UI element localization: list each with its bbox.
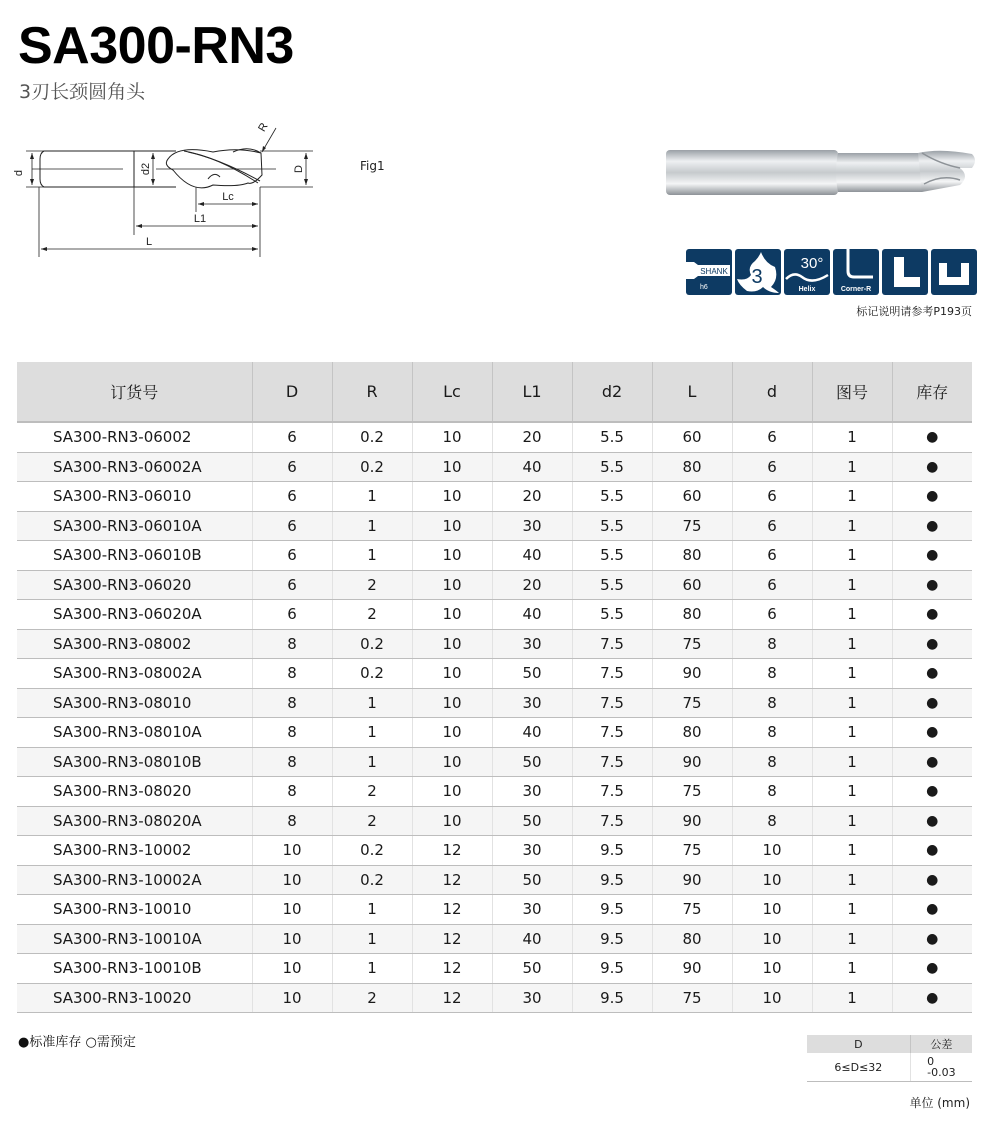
cell-figure-no: 1 (812, 688, 892, 718)
cell-order-number: SA300-RN3-06002 (17, 422, 252, 452)
cell-order-number: SA300-RN3-08010 (17, 688, 252, 718)
cell-figure-no: 1 (812, 452, 892, 482)
cell-L1: 30 (492, 777, 572, 807)
cell-Lc: 10 (412, 806, 492, 836)
cell-D: 8 (252, 659, 332, 689)
cell-L1: 30 (492, 688, 572, 718)
cell-d: 8 (732, 688, 812, 718)
cell-d2: 9.5 (572, 954, 652, 984)
cell-L: 60 (652, 422, 732, 452)
cell-figure-no: 1 (812, 482, 892, 512)
cell-D: 6 (252, 570, 332, 600)
cell-figure-no: 1 (812, 924, 892, 954)
cell-figure-no: 1 (812, 659, 892, 689)
cell-L: 90 (652, 659, 732, 689)
cell-Lc: 12 (412, 895, 492, 925)
cell-L: 75 (652, 777, 732, 807)
cell-R: 1 (332, 954, 412, 984)
cell-stock: ● (892, 482, 972, 512)
cell-D: 10 (252, 895, 332, 925)
cell-R: 2 (332, 806, 412, 836)
cell-order-number: SA300-RN3-06020 (17, 570, 252, 600)
table-row (17, 511, 972, 541)
cell-R: 1 (332, 482, 412, 512)
cell-L1: 40 (492, 600, 572, 630)
cell-Lc: 10 (412, 718, 492, 748)
cell-L: 75 (652, 688, 732, 718)
label-Lc: Lc (222, 191, 234, 203)
cell-d: 8 (732, 777, 812, 807)
cell-order-number: SA300-RN3-10010 (17, 895, 252, 925)
side-cutting-icon (882, 249, 928, 295)
cell-Lc: 10 (412, 541, 492, 571)
cell-order-number: SA300-RN3-06020A (17, 600, 252, 630)
cell-Lc: 10 (412, 688, 492, 718)
cell-d: 6 (732, 600, 812, 630)
col-header-stock: 库存 (892, 362, 972, 422)
cell-stock: ● (892, 659, 972, 689)
cell-L1: 20 (492, 422, 572, 452)
tolerance-lower: -0.03 (927, 1065, 956, 1079)
table-row (17, 806, 972, 836)
cell-d: 6 (732, 422, 812, 452)
icon-reference-note: 标记说明请参考P193页 (856, 305, 972, 318)
cell-order-number: SA300-RN3-10010A (17, 924, 252, 954)
cell-L: 80 (652, 600, 732, 630)
cell-d2: 5.5 (572, 600, 652, 630)
cell-d: 8 (732, 629, 812, 659)
cell-d: 6 (732, 570, 812, 600)
in-stock-symbol: ● (18, 1035, 30, 1050)
cell-L: 90 (652, 806, 732, 836)
cell-order-number: SA300-RN3-08010A (17, 718, 252, 748)
cell-order-number: SA300-RN3-08002A (17, 659, 252, 689)
cell-R: 1 (332, 895, 412, 925)
cell-d2: 9.5 (572, 924, 652, 954)
cell-L1: 50 (492, 865, 572, 895)
cell-D: 6 (252, 422, 332, 452)
cell-figure-no: 1 (812, 836, 892, 866)
unit-label: 单位 (mm) (909, 1096, 970, 1110)
cell-L: 90 (652, 865, 732, 895)
cell-figure-no: 1 (812, 629, 892, 659)
col-header-d2: d2 (572, 362, 652, 422)
table-row (17, 718, 972, 748)
cell-Lc: 10 (412, 452, 492, 482)
cell-order-number: SA300-RN3-08020 (17, 777, 252, 807)
cell-figure-no: 1 (812, 983, 892, 1013)
cell-D: 6 (252, 600, 332, 630)
cell-d: 6 (732, 541, 812, 571)
cell-order-number: SA300-RN3-10002A (17, 865, 252, 895)
cell-L1: 40 (492, 452, 572, 482)
cell-d: 8 (732, 747, 812, 777)
cell-R: 0.2 (332, 836, 412, 866)
cell-d: 6 (732, 482, 812, 512)
cell-L1: 30 (492, 983, 572, 1013)
cell-figure-no: 1 (812, 511, 892, 541)
cell-d2: 5.5 (572, 422, 652, 452)
table-row (17, 629, 972, 659)
cell-L1: 50 (492, 747, 572, 777)
tolerance-upper: 0 (927, 1054, 935, 1068)
cell-d2: 5.5 (572, 570, 652, 600)
cell-d: 6 (732, 511, 812, 541)
cell-d2: 7.5 (572, 777, 652, 807)
tolerance-range: 6≤D≤32 (807, 1053, 910, 1082)
cell-order-number: SA300-RN3-08010B (17, 747, 252, 777)
cell-d2: 9.5 (572, 865, 652, 895)
cell-d: 10 (732, 983, 812, 1013)
cell-Lc: 10 (412, 600, 492, 630)
page-title: SA300-RN3 (18, 17, 294, 75)
cell-figure-no: 1 (812, 806, 892, 836)
cell-order-number: SA300-RN3-06010B (17, 541, 252, 571)
label-R: R (256, 121, 271, 134)
cell-d2: 7.5 (572, 688, 652, 718)
table-row (17, 541, 972, 571)
col-header-order-number: 订货号 (17, 362, 252, 422)
cell-R: 1 (332, 541, 412, 571)
helix-label: Helix (798, 286, 816, 293)
table-row (17, 659, 972, 689)
cell-d: 10 (732, 836, 812, 866)
cell-L1: 30 (492, 511, 572, 541)
cell-d2: 7.5 (572, 659, 652, 689)
cell-order-number: SA300-RN3-10002 (17, 836, 252, 866)
cell-D: 8 (252, 629, 332, 659)
cell-Lc: 10 (412, 659, 492, 689)
cell-figure-no: 1 (812, 865, 892, 895)
cell-L1: 30 (492, 836, 572, 866)
tolerance-value (910, 1053, 972, 1082)
cell-L: 75 (652, 983, 732, 1013)
cell-figure-no: 1 (812, 600, 892, 630)
cell-L1: 20 (492, 482, 572, 512)
cell-Lc: 10 (412, 422, 492, 452)
cell-d2: 9.5 (572, 983, 652, 1013)
cell-D: 10 (252, 924, 332, 954)
tolerance-header-row (807, 1035, 972, 1053)
cell-stock: ● (892, 629, 972, 659)
cell-L: 80 (652, 924, 732, 954)
table-row (17, 688, 972, 718)
cell-R: 0.2 (332, 629, 412, 659)
cell-stock: ● (892, 688, 972, 718)
cell-d: 8 (732, 806, 812, 836)
label-d: d (13, 169, 25, 177)
label-L1: L1 (193, 213, 207, 225)
cell-R: 0.2 (332, 422, 412, 452)
cell-D: 10 (252, 954, 332, 984)
table-row (17, 865, 972, 895)
cell-d: 10 (732, 924, 812, 954)
cell-L1: 50 (492, 954, 572, 984)
col-header-figure-no: 图号 (812, 362, 892, 422)
cell-D: 8 (252, 777, 332, 807)
cell-stock: ● (892, 452, 972, 482)
cell-R: 2 (332, 777, 412, 807)
cell-d: 8 (732, 718, 812, 748)
cell-R: 1 (332, 747, 412, 777)
cell-L1: 30 (492, 895, 572, 925)
cell-stock: ● (892, 836, 972, 866)
cell-stock: ● (892, 924, 972, 954)
cell-order-number: SA300-RN3-08002 (17, 629, 252, 659)
cell-D: 8 (252, 688, 332, 718)
cell-Lc: 10 (412, 570, 492, 600)
cell-R: 1 (332, 718, 412, 748)
label-D: D (293, 165, 305, 173)
product-photo (660, 140, 980, 200)
cell-L: 60 (652, 570, 732, 600)
cell-order-number: SA300-RN3-06010 (17, 482, 252, 512)
table-row (17, 570, 972, 600)
table-row (17, 924, 972, 954)
cell-order-number: SA300-RN3-10010B (17, 954, 252, 984)
label-d2: d2 (140, 162, 152, 176)
col-header-D: D (252, 362, 332, 422)
cell-stock: ● (892, 954, 972, 984)
cell-d2: 5.5 (572, 482, 652, 512)
table-row (17, 954, 972, 984)
cell-figure-no: 1 (812, 718, 892, 748)
cell-R: 2 (332, 983, 412, 1013)
cell-stock: ● (892, 895, 972, 925)
cell-d: 10 (732, 895, 812, 925)
cell-L: 90 (652, 747, 732, 777)
tolerance-col-tolerance: 公差 (910, 1035, 972, 1053)
cell-L: 75 (652, 511, 732, 541)
helix-30-icon (784, 249, 830, 295)
cell-R: 1 (332, 511, 412, 541)
cell-figure-no: 1 (812, 541, 892, 571)
cell-L: 80 (652, 541, 732, 571)
cell-L: 75 (652, 836, 732, 866)
cell-d2: 7.5 (572, 629, 652, 659)
cell-R: 0.2 (332, 659, 412, 689)
tolerance-col-d: D (807, 1035, 910, 1053)
cell-d2: 7.5 (572, 718, 652, 748)
cell-order-number: SA300-RN3-06002A (17, 452, 252, 482)
in-stock-label: 标准库存 (29, 1035, 82, 1050)
shank-h6-icon (686, 249, 732, 295)
h6-label: h6 (700, 284, 708, 291)
cell-figure-no: 1 (812, 422, 892, 452)
cell-Lc: 10 (412, 747, 492, 777)
cell-d2: 7.5 (572, 806, 652, 836)
cell-D: 8 (252, 718, 332, 748)
cell-L1: 30 (492, 629, 572, 659)
cell-R: 0.2 (332, 865, 412, 895)
cell-L: 75 (652, 895, 732, 925)
corner-r-icon (833, 249, 879, 295)
table-header-row (17, 362, 972, 422)
cell-order-number: SA300-RN3-06010A (17, 511, 252, 541)
col-header-d: d (732, 362, 812, 422)
cell-L1: 40 (492, 718, 572, 748)
cell-D: 6 (252, 541, 332, 571)
col-header-R: R (332, 362, 412, 422)
cell-Lc: 12 (412, 954, 492, 984)
cell-L1: 40 (492, 924, 572, 954)
cell-Lc: 12 (412, 836, 492, 866)
stock-legend (18, 1031, 136, 1050)
cell-d: 6 (732, 452, 812, 482)
cell-d: 8 (732, 659, 812, 689)
technical-drawing (8, 115, 328, 260)
cell-d2: 5.5 (572, 452, 652, 482)
cell-D: 6 (252, 482, 332, 512)
cell-stock: ● (892, 600, 972, 630)
shank-label: SHANK (700, 267, 728, 276)
cell-L1: 40 (492, 541, 572, 571)
table-row (17, 422, 972, 452)
cell-R: 0.2 (332, 452, 412, 482)
flute-count: 3 (751, 266, 763, 288)
col-header-L: L (652, 362, 732, 422)
tolerance-table (807, 1035, 972, 1082)
cell-D: 6 (252, 452, 332, 482)
cell-Lc: 12 (412, 983, 492, 1013)
cell-Lc: 10 (412, 482, 492, 512)
spec-table (17, 362, 972, 1013)
cell-order-number: SA300-RN3-08020A (17, 806, 252, 836)
cell-figure-no: 1 (812, 747, 892, 777)
cell-stock: ● (892, 806, 972, 836)
cell-D: 10 (252, 865, 332, 895)
three-flute-icon (735, 249, 781, 295)
cell-stock: ● (892, 570, 972, 600)
cell-L: 90 (652, 954, 732, 984)
cell-d2: 5.5 (572, 511, 652, 541)
table-row (17, 836, 972, 866)
table-row (17, 600, 972, 630)
cell-d: 10 (732, 865, 812, 895)
cell-Lc: 10 (412, 629, 492, 659)
cell-stock: ● (892, 511, 972, 541)
cell-stock: ● (892, 541, 972, 571)
cell-d2: 5.5 (572, 541, 652, 571)
table-row (17, 452, 972, 482)
feature-icons (686, 249, 977, 295)
label-L: L (145, 236, 153, 248)
cell-Lc: 10 (412, 777, 492, 807)
cell-R: 1 (332, 688, 412, 718)
cell-D: 10 (252, 836, 332, 866)
cell-figure-no: 1 (812, 895, 892, 925)
figure-label: Fig1 (360, 159, 385, 173)
order-symbol: ○ (85, 1035, 97, 1050)
cell-Lc: 12 (412, 865, 492, 895)
cell-R: 2 (332, 600, 412, 630)
col-header-Lc: Lc (412, 362, 492, 422)
col-header-L1: L1 (492, 362, 572, 422)
order-label: 需预定 (96, 1035, 136, 1050)
cell-d2: 9.5 (572, 836, 652, 866)
cell-L: 80 (652, 718, 732, 748)
table-row (17, 895, 972, 925)
table-row (17, 983, 972, 1013)
cell-R: 2 (332, 570, 412, 600)
cell-stock: ● (892, 983, 972, 1013)
cell-stock: ● (892, 718, 972, 748)
cell-stock: ● (892, 777, 972, 807)
cell-figure-no: 1 (812, 954, 892, 984)
slotting-icon (931, 249, 977, 295)
cell-order-number: SA300-RN3-10020 (17, 983, 252, 1013)
cell-R: 1 (332, 924, 412, 954)
cell-L: 60 (652, 482, 732, 512)
table-row (17, 482, 972, 512)
cell-stock: ● (892, 747, 972, 777)
cell-D: 8 (252, 806, 332, 836)
cell-d: 10 (732, 954, 812, 984)
cell-Lc: 10 (412, 511, 492, 541)
cell-L1: 50 (492, 659, 572, 689)
tolerance-row (807, 1053, 972, 1082)
cell-L1: 20 (492, 570, 572, 600)
cell-D: 10 (252, 983, 332, 1013)
cell-figure-no: 1 (812, 570, 892, 600)
cell-Lc: 12 (412, 924, 492, 954)
corner-r-label: Corner-R (840, 286, 872, 293)
cell-stock: ● (892, 865, 972, 895)
cell-D: 6 (252, 511, 332, 541)
cell-L: 80 (652, 452, 732, 482)
cell-D: 8 (252, 747, 332, 777)
cell-L: 75 (652, 629, 732, 659)
cell-d2: 7.5 (572, 747, 652, 777)
cell-figure-no: 1 (812, 777, 892, 807)
table-row (17, 747, 972, 777)
cell-stock: ● (892, 422, 972, 452)
cell-L1: 50 (492, 806, 572, 836)
helix-angle: 30° (800, 255, 824, 272)
cell-d2: 9.5 (572, 895, 652, 925)
page-subtitle: 3刃长颈圆角头 (19, 81, 146, 103)
table-row (17, 777, 972, 807)
